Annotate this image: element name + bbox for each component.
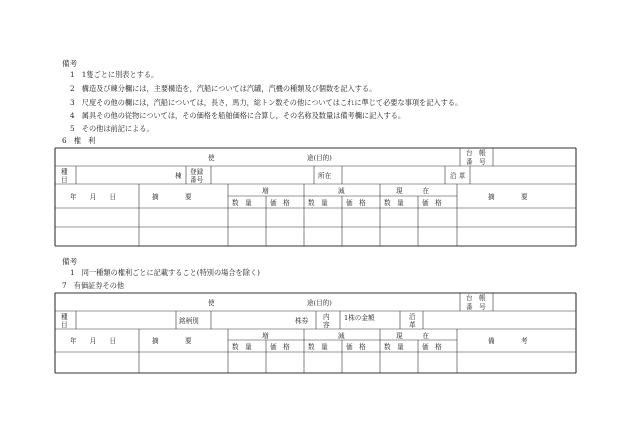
securities-kind-label: 種 xyxy=(61,313,68,321)
securities-kind-label: 目 xyxy=(61,321,68,329)
rights-summary-header: 摘 要 xyxy=(152,193,192,201)
securities-decrease-header: 減 xyxy=(338,332,345,340)
section-heading-rights: 6 権 利 xyxy=(62,136,96,145)
rights-building-label: 棟 xyxy=(175,172,182,180)
securities-per-share-label: 1株の金額 xyxy=(344,314,375,322)
securities-current-header: 現 在 xyxy=(396,332,429,340)
securities-history-label: 沿 xyxy=(409,313,416,321)
qty-header: 数 量 xyxy=(384,199,404,207)
securities-content-label: 容 xyxy=(323,321,330,329)
rights-history-label: 沿 革 xyxy=(450,172,466,180)
rights-increase-header: 増 xyxy=(262,187,269,195)
rights-reg-label: 番号 xyxy=(190,176,204,184)
securities-increase-header: 増 xyxy=(262,332,269,340)
securities-history-label: 革 xyxy=(409,321,416,329)
note-item: 3 尺度その他の欄には，汽船については，長さ，馬力，総トン数その他についてはこれに準じて必要な事項を記入する。 xyxy=(70,98,463,107)
note-item: 1 同一種類の権利ごとに記載すること(特別の場合を除く) xyxy=(70,268,260,277)
note-item: 5 その他は前記による。 xyxy=(70,124,154,133)
rights-decrease-header: 減 xyxy=(338,187,345,195)
qty-header: 数 量 xyxy=(232,343,252,351)
securities-remarks-header: 備 考 xyxy=(488,337,528,345)
rights-ledger-label: 台 帳 xyxy=(466,149,486,157)
securities-ledger-label: 台 帳 xyxy=(466,294,486,302)
securities-summary-header: 摘 要 xyxy=(152,337,192,345)
notes-title-2: 備考 xyxy=(62,257,78,266)
price-header: 価 格 xyxy=(270,343,290,351)
securities-purpose-label: 使 途(目的) xyxy=(208,299,332,307)
securities-date-header: 年 月 日 xyxy=(70,337,117,345)
securities-ledger-label: 番 号 xyxy=(466,303,486,311)
rights-kind-label: 目 xyxy=(61,176,68,184)
securities-shares-label: 株券 xyxy=(295,317,309,325)
rights-kind-label: 種 xyxy=(61,168,68,176)
rights-current-header: 現 在 xyxy=(396,187,429,195)
section-heading-securities: 7 有価証券その他 xyxy=(62,281,125,290)
rights-remarks-header: 摘 要 xyxy=(488,193,528,201)
qty-header: 数 量 xyxy=(384,343,404,351)
price-header: 価 格 xyxy=(270,199,290,207)
qty-header: 数 量 xyxy=(308,343,328,351)
price-header: 価 格 xyxy=(346,343,366,351)
note-item: 4 属具その他の従物については，その価格を船舶価格に合算し，その名称及数量は備考欄に記入する。 xyxy=(70,111,406,120)
rights-location-label: 所在 xyxy=(318,172,332,180)
price-header: 価 格 xyxy=(422,343,442,351)
rights-reg-label: 登録 xyxy=(190,168,204,176)
qty-header: 数 量 xyxy=(232,199,252,207)
qty-header: 数 量 xyxy=(308,199,328,207)
note-item: 2 構造及び練分欄には，主要構造を，汽船については汽罐，汽機の種類及び個数を記入する。 xyxy=(70,84,377,93)
price-header: 価 格 xyxy=(346,199,366,207)
price-header: 価 格 xyxy=(422,199,442,207)
notes-title-1: 備考 xyxy=(62,59,78,68)
securities-content-label: 内 xyxy=(323,313,330,321)
rights-ledger-label: 番 号 xyxy=(466,158,486,166)
securities-brand-label: 銘柄別 xyxy=(179,317,199,325)
rights-purpose-label: 使 途(目的) xyxy=(208,154,332,162)
rights-date-header: 年 月 日 xyxy=(70,193,117,201)
note-item: 1 1隻ごとに別表とする。 xyxy=(70,70,159,79)
